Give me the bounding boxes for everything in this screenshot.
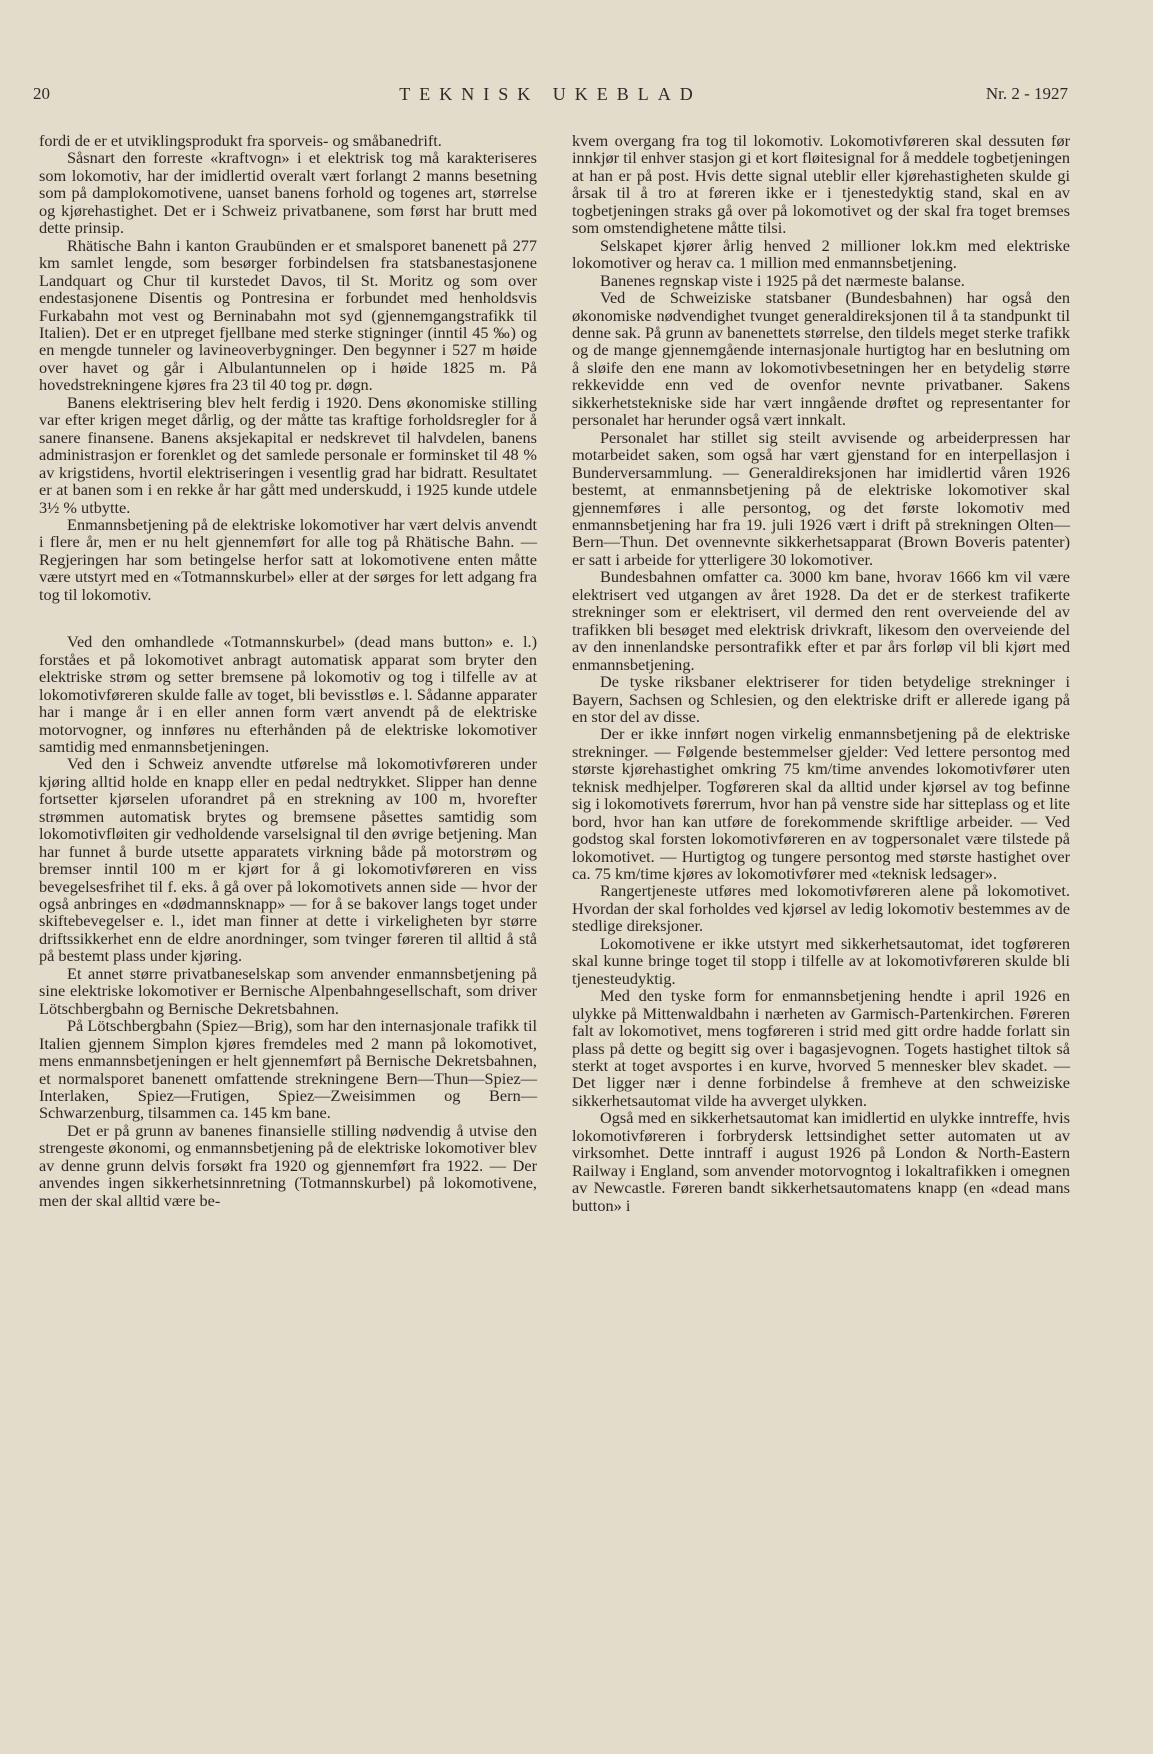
paragraph: Ved de Schweiziske statsbaner (Bundesbahnen) har også den økonomiske nødvendighet tvunget generaldireksjonen til å ta standpunkt til denne sak. På grunn av banenettets størrelse, den tildels meget sterke trafikk og de mange gjennemgående internasjonale hurtigtog har en beslutning om å sløife den ene mann av lokomotivbesetningen her en betydelig større rekkevidde enn ved de ovenfor nevnte privatbaner. Sakens sikkerhetstekniske side har vært inngående drøftet og representanter for personalet har herunder også vært innkalt. <box>572 288 1070 430</box>
page-number: 20 <box>33 84 50 103</box>
paragraph: Selskapet kjører årlig henved 2 millioner lok.km med elektriske lokomotiver og herav ca. 1 million med enmannsbetjening. <box>572 235 1070 273</box>
right-column <box>572 132 1070 1214</box>
paragraph: Rangertjeneste utføres med lokomotivføreren alene på lokomotivet. Hvordan der skal forholdes ved kjørsel av ledig lokomotiv bestemmes av de stedlige direksjoner. <box>572 881 1070 936</box>
paragraph: På Lötschbergbahn (Spiez—Brig), som har den internasjonale trafikk til Italien gjennem Simplon kjøres fremdeles med 2 mann på lokomotivet, mens enmannsbetjeningen er helt gjennemført på Bernische Dekretsbahnen, et normalsporet banenett omfattende strekningene Bern—Thun—Spiez—Interlaken, Spiez—Frutigen, Spiez—Zweisimmen og Bern—Schwarzenburg, tilsammen ca. 145 km bane. <box>39 1016 537 1123</box>
paragraph: Der er ikke innført nogen virkelig enmannsbetjening på de elektriske strekninger. — Følgende bestemmelser gjelder: Ved lettere persontog med største kjørehastighet omkring 75 km/time anvendes lokomotivfører uten teknisk medhjelper. Togføreren skal da alltid under kjørsel av tog befinne sig i lokomotivets førerrum, hvor han på venstre side har sitteplass og et lite bord, hvor han kan utføre de forekommende skriftlige arbeider. — Ved godstog skal forsten lokomotivføreren en av togpersonalet være tilstede på lokomotivet. — Hurtigtog og tungere persontog med største hastighet over ca. 75 km/time kjøres av lokomotivfører med «teknisk ledsager». <box>572 724 1070 884</box>
paragraph: fordi de er et utviklingsprodukt fra sporveis- og småbanedrift. <box>39 131 442 150</box>
paragraph: Personalet har stillet sig steilt avvisende og arbeiderpressen har motarbeidet saken, som også har vært gjenstand for en interpellasjon i Bunderversammlung. — Generaldireksjonen har imidlertid våren 1926 bestemt, at enmannsbetjening på de elektriske lokomotiver skal gjennemføres i alle persontog, og det første lokomotiv med enmannsbetjening har fra 19. juli 1926 vært i drift på strekningen Olten—Bern—Thun. Det ovennevnte sikkerhetsapparat (Brown Boveris patenter) er satt i arbeide for ytterligere 30 lokomotiver. <box>572 427 1070 569</box>
left-column <box>39 132 537 1209</box>
paragraph: Såsnart den forreste «kraftvogn» i et elektrisk tog må karakteriseres som lokomotiv, har der imidlertid overalt vært forlangt 2 manns besetning som på damplokomotivene, uanset banens forhold og togenes art, størrelse og kjørehastighet. Det er i Schweiz privatbanene, som først har brutt med dette prinsip. <box>39 148 537 238</box>
paragraph: Banens elektrisering blev helt ferdig i 1920. Dens økonomiske stilling var efter krigen meget dårlig, og der måtte tas kraftige forholdsregler for å sanere finansene. Banens aksjekapital er nedskrevet til halvdelen, banens administrasjon er forenklet og det samlede personale er forminsket til 48 % av krigstidens, hvortil elektriseringen i vesentlig grad har bidratt. Resultatet er at banen som i en rekke år har gått med underskudd, i 1925 kunde utdele 3½ % utbytte. <box>39 392 537 517</box>
paragraph: Det er på grunn av banenes finansielle stilling nødvendig å utvise den strengeste økonomi, og enmannsbetjening på de elektriske lokomotiver blev av denne grunn delvis forsøkt fra 1920 og gjennemført fra 1922. — Der anvendes ingen sikkerhetsinnretning (Totmannskurbel) på lokomotivene, men der skal alltid være be- <box>39 1120 537 1210</box>
paragraph: Med den tyske form for enmannsbetjening hendte i april 1926 en ulykke på Mittenwaldbahn i nærheten av Garmisch-Partenkirchen. Føreren falt av lokomotivet, mens togføreren i strid med gitt ordre hadde forlatt sin plass på dette og begitt sig over i bagasjevognen. Togets hastighet tiltok så sterkt at toget avsportes i en kurve, hvorved 5 mennesker blev skadet. — Det ligger nær i denne forbindelse å fremheve at den schweiziske sikkerhetsautomat vilde ha avverget ulykken. <box>572 986 1070 1110</box>
paragraph: Ved den omhandlede «Totmannskurbel» (dead mans button» e. l.) forståes et på lokomotivet anbragt automatisk apparat som bryter den elektriske strøm og setter bremsene på lokomotiv og tog i tilfelle av at lokomotivføreren skulde falle av toget, bli bevisstløs e. l. Sådanne apparater har i mange år i en eller annen form vært anvendt på de elektriske motorvogner, og innføres nu efterhånden på de elektriske lokomotiver samtidig med enmannsbetjeningen. <box>39 632 537 756</box>
paragraph: Rhätische Bahn i kanton Graubünden er et smalsporet banenett på 277 km samlet lengde, som besørger forbindelsen fra statsbanestasjonene Landquart og Chur til kurstedet Davos, til St. Moritz og som over endestasjonene Disentis og Pontresina er forbundet med henholdsvis Furkabahn mot vest og Berninabahn mot syd (gjennemgangstrafikk til Italien). Det er en utpreget fjellbane med sterke stigninger (inntil 45 ‰) og en mengde tunneler og lavineoverbygninger. Den begynner i 527 m høide over havet og går i Albulantunnelen op i høide 1825 m. På hovedstrekningene kjøres fra 23 til 40 tog pr. døgn. <box>39 235 537 395</box>
paragraph: Ved den i Schweiz anvendte utførelse må lokomotivføreren under kjøring alltid holde en knapp eller en pedal nedtrykket. Slipper han denne fortsetter kjørselen uforandret på en strekning av 100 m, hvorefter strømmen automatisk brytes og bremsene påsettes samtidig som lokomotivfløiten gir vedholdende varselsignal til den øvrige betjening. Man har funnet å burde utsette apparatets virkning både på motorstrøm og bremser inntil 100 m er kjørt for å gi lokomotivføreren en viss bevegelsesfrihet til f. eks. å gå over på lokomotivets annen side — hvor der også anbringes en «dødmannsknapp» — for å se bakover langs toget under skiftebevegelser e. l., idet man finner at dette i virkeligheten byr større driftssikkerhet enn de eldre anordninger, som tvinger føreren til alltid å stå på bestemt plass under kjøring. <box>39 754 537 966</box>
issue-number: Nr. 2 - 1927 <box>985 84 1068 103</box>
page-header <box>33 84 1068 110</box>
paragraph: Et annet større privatbaneselskap som anvender enmannsbetjening på sine elektriske lokomotiver er Bernische Alpenbahngesellschaft, som driver Lötschbergbahn og Bernische Dekretsbahnen. <box>39 963 537 1018</box>
paragraph: Bundesbahnen omfatter ca. 3000 km bane, hvorav 1666 km vil være elektrisert ved utgangen av året 1928. Da det er de sterkest trafikerte strekninger som er elektrisert, vil dermed den rent overveiende del av trafikken bli besøget med elektrisk drivkraft, likesom den overveiende del av den innenlandske persontrafikk efter et par års forløp vil bli kjørt med enmannsbetjening. <box>572 567 1070 674</box>
paragraph: Enmannsbetjening på de elektriske lokomotiver har vært delvis anvendt i flere år, men er nu helt gjennemført for alle tog på Rhätische Bahn. — Regjeringen har som betingelse herfor satt at lokomotivene enten måtte være utstyrt med en «Totmannskurbel» eller at der sørges for lett adgang fra tog til lokomotiv. <box>39 514 537 604</box>
paragraph: Også med en sikkerhetsautomat kan imidlertid en ulykke inntreffe, hvis lokomotivføreren i forbrydersk lettsindighet setter automaten ut av virksomhet. Dette inntraff i august 1926 på London & North-Eastern Railway i England, som anvender motorvogntog i lokaltrafikken i omegnen av Newcastle. Føreren bandt sikkerhetsautomatens knapp (en «dead mans button» i <box>572 1108 1070 1215</box>
paragraph: kvem overgang fra tog til lokomotiv. Lokomotivføreren skal dessuten før innkjør til enhver stasjon gi et kort fløitesignal for å meddele togbetjeningen at han er på post. Hvis dette signal uteblir eller kjørehastigheten skulde gi årsak til å tro at føreren ikke er i tjenestedyktig stand, skal en av togbetjeningen straks gå over på lokomotivet og der skal fra toget bremses som omstendighetene måtte tilsi. <box>572 131 1070 238</box>
paragraph: Banenes regnskap viste i 1925 på det nærmeste balanse. <box>600 270 965 290</box>
paragraph: De tyske riksbaner elektriserer for tiden betydelige strekninger i Bayern, Sachsen og Schlesien, og den elektriske drift er allerede igang på en stor del av disse. <box>572 672 1070 726</box>
paragraph: Lokomotivene er ikke utstyrt med sikkerhetsautomat, idet togføreren skal kunne bringe toget til stopp i tilfelle av at lokomotivføreren skulde bli tjenesteudyktig. <box>572 933 1070 988</box>
masthead-title: TEKNISK UKEBLAD <box>399 84 702 104</box>
